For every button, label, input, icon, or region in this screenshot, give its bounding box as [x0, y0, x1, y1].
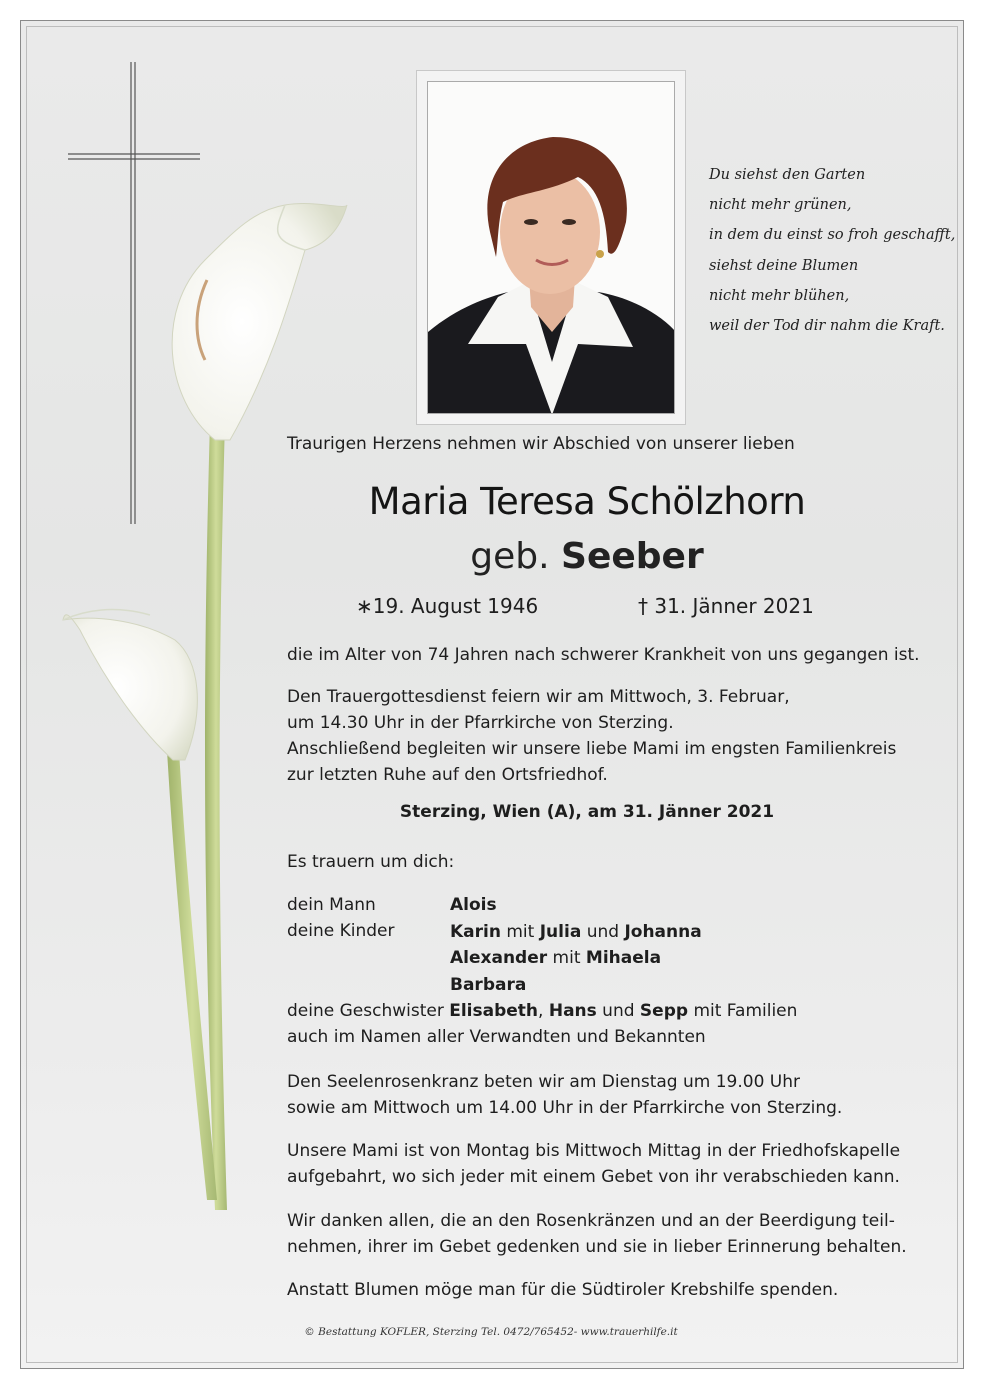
thanks-line: Wir danken allen, die an den Rosenkränzen und an der Beerdigung teil-: [287, 1211, 895, 1231]
maiden-name: Seeber: [561, 536, 704, 577]
poem-line: weil der Tod dir nahm die Kraft.: [709, 318, 945, 335]
poem-line: nicht mehr grünen,: [709, 197, 852, 214]
mourners-heading: Es trauern um dich:: [287, 852, 455, 872]
husband-name: Alois: [450, 895, 497, 915]
children-row: Alexander mit Mihaela: [450, 948, 662, 968]
service-line: Anschließend begleiten wir unsere liebe Mami im engsten Familienkreis: [287, 739, 897, 759]
mourner-names: [450, 892, 702, 998]
service-line: Den Trauergottesdienst feiern wir am Mittwoch, 3. Februar,: [287, 687, 790, 707]
maiden-name-line: [287, 536, 887, 577]
poem-line: siehst deine Blumen: [709, 257, 859, 274]
rosary-line: Den Seelenrosenkranz beten wir am Dienstag um 19.00 Uhr: [287, 1072, 801, 1092]
poem-line: in dem du einst so froh geschafft,: [709, 227, 956, 244]
birth-date: ∗19. August 1946: [356, 594, 539, 618]
poem-line: Du siehst den Garten: [709, 167, 866, 183]
death-date: † 31. Jänner 2021: [638, 594, 814, 618]
footer-credits: © Bestattung KOFLER, Sterzing Tel. 0472/765452- www.trauerhilfe.it: [304, 1326, 678, 1338]
siblings-label: deine Geschwister: [287, 1001, 444, 1021]
portrait-frame: [416, 70, 686, 425]
children-row: Barbara: [450, 974, 527, 995]
deceased-name: Maria Teresa Schölzhorn: [368, 480, 806, 523]
service-line: um 14.30 Uhr in der Pfarrkirche von Sterzing.: [287, 713, 674, 733]
portrait-photo: [427, 81, 675, 414]
siblings-row: deine Geschwister Elisabeth, Hans und Sepp mit Familien: [287, 1001, 798, 1021]
age-line: die im Alter von 74 Jahren nach schwerer Krankheit von uns gegangen ist.: [287, 645, 920, 665]
rosary-line: sowie am Mittwoch um 14.00 Uhr in der Pfarrkirche von Sterzing.: [287, 1098, 843, 1118]
others-line: auch im Namen aller Verwandten und Bekannten: [287, 1027, 706, 1047]
husband-label: dein Mann: [287, 895, 376, 915]
born-prefix: geb.: [470, 536, 550, 577]
place-date: Sterzing, Wien (A), am 31. Jänner 2021: [399, 802, 775, 822]
rosary-paragraph-lines: [287, 1069, 842, 1121]
children-label: deine Kinder: [287, 921, 395, 941]
laid-out-line: Unsere Mami ist von Montag bis Mittwoch Mittag in der Friedhofskapelle: [287, 1141, 901, 1161]
laid-out-paragraph: [287, 1138, 900, 1190]
thanks-line: nehmen, ihrer im Gebet gedenken und sie in lieber Erinnerung behalten.: [287, 1237, 907, 1257]
children-row: Karin mit Julia und Johanna: [450, 921, 702, 942]
poem-line: nicht mehr blühen,: [709, 287, 850, 304]
intro-text: Traurigen Herzens nehmen wir Abschied von unserer lieben: [287, 434, 795, 454]
poem: [709, 160, 959, 341]
service-line: zur letzten Ruhe auf den Ortsfriedhof.: [287, 765, 608, 785]
laid-out-line: aufgebahrt, wo sich jeder mit einem Gebet von ihr verabschieden kann.: [287, 1167, 900, 1187]
thanks-paragraph: [287, 1208, 907, 1260]
donation-line: Anstatt Blumen möge man für die Südtiroler Krebshilfe spenden.: [287, 1280, 839, 1300]
service-paragraph: [287, 684, 896, 788]
